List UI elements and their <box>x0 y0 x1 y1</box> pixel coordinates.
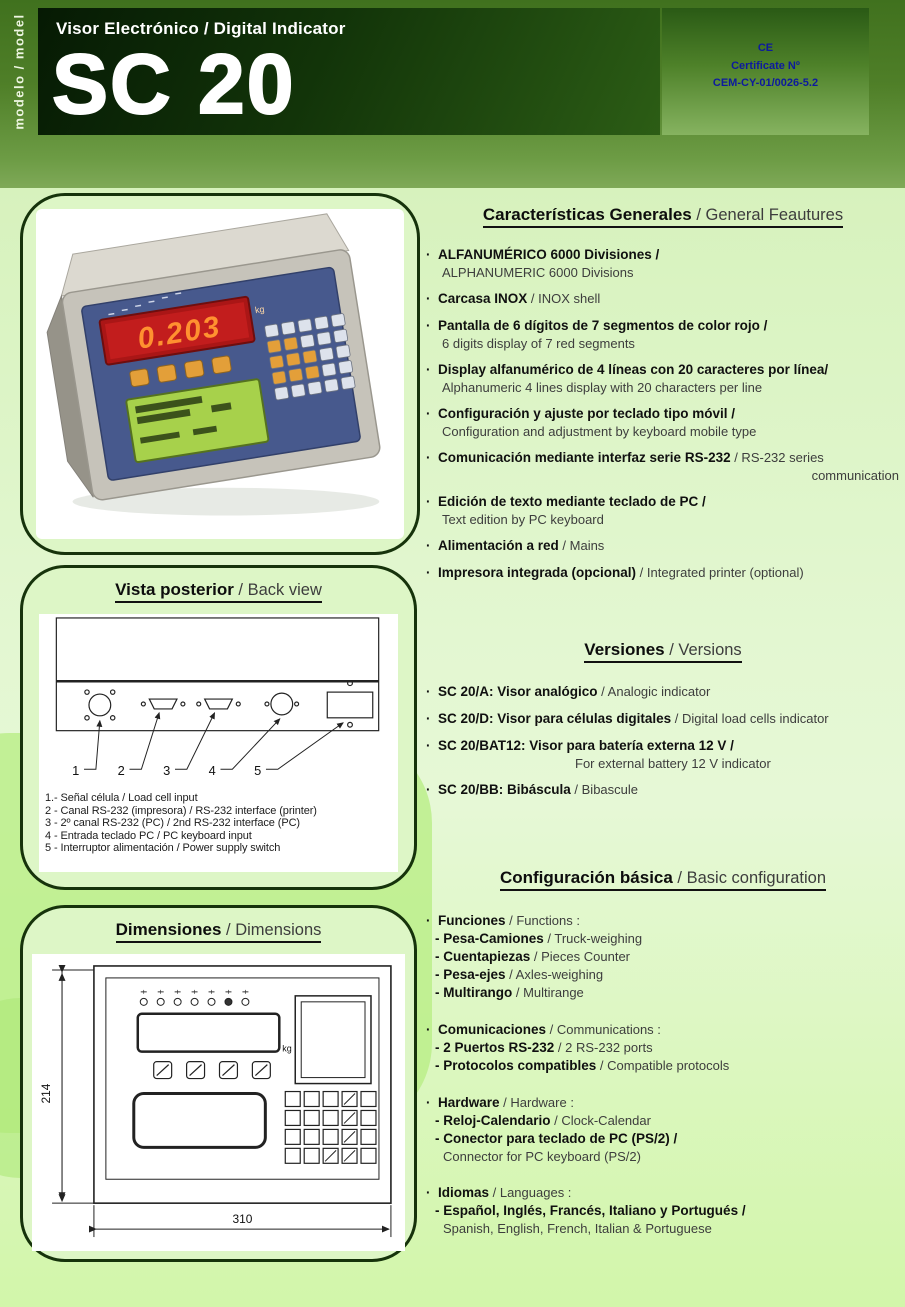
config-item: - Cuentapiezas / Pieces Counter <box>435 949 630 964</box>
legend-line: 4 - Entrada teclado PC / PC keyboard input <box>45 829 252 842</box>
page-title: Visor Electrónico / Digital Indicator <box>56 19 346 38</box>
version-item: · SC 20/D: Visor para células digitales / Digital load cells indicator <box>426 711 829 726</box>
bullet: · <box>426 247 431 262</box>
config-item: - Español, Inglés, Francés, Italiano y Portugués / <box>435 1203 746 1218</box>
certificate-box <box>662 8 869 135</box>
weight-readout: 0.203 <box>135 309 224 356</box>
legend-line: 2 - Canal RS-232 (impresora) / RS-232 interface (printer) <box>45 804 317 817</box>
feature-item: · ALFANUMÉRICO 6000 Divisiones / ALPHANUMERIC 6000 Divisions <box>426 247 660 280</box>
bullet: · <box>426 291 431 306</box>
feature-item: · Edición de texto mediante teclado de PC / Text edition by PC keyboard <box>426 494 706 527</box>
product-photo-panel <box>20 193 420 555</box>
bullet: · <box>426 565 431 580</box>
config-item: - 2 Puertos RS-232 / 2 RS-232 ports <box>435 1040 653 1055</box>
feature-item: · Comunicación mediante interfaz serie RS-232 / RS-232 series communication <box>426 450 899 483</box>
model-side-label-text: modelo / model <box>11 13 27 130</box>
callout-number: 4 <box>208 763 216 779</box>
section-basic-config <box>425 868 901 1256</box>
feature-item: · Pantalla de 6 dígitos de 7 segmentos de color rojo / 6 digits display of 7 red segments <box>426 318 768 351</box>
feature-item: · Alimentación a red / Mains <box>426 538 605 553</box>
legend-line: 5 - Interruptor alimentación / Power supply switch <box>45 842 281 855</box>
callout-number: 2 <box>117 763 125 779</box>
keypad-grid <box>285 1092 376 1164</box>
dimensions-drawing <box>32 954 405 1251</box>
section-title-back-view: Vista posterior / Back view <box>23 580 414 603</box>
section-title-basic-config: Configuración básica / Basic configuration <box>425 868 901 891</box>
callout-number: 1 <box>72 763 80 779</box>
config-group: · Hardware / Hardware : - Reloj-Calendario / Clock-Calendar - Conector para teclado de PC (PS/2) / Connector for PC keyboard (PS/2) <box>425 1094 901 1165</box>
feature-item: · Display alfanumérico de 4 líneas con 20 caracteres por línea/ Alphanumeric 4 lines display with 20 characters per line <box>426 362 829 395</box>
bullet: · <box>426 1185 431 1200</box>
config-item: - Protocolos compatibles / Compatible protocols <box>435 1058 730 1073</box>
model-name: SC 20 <box>52 37 296 131</box>
lcd-outline <box>295 996 371 1084</box>
section-versions <box>425 640 901 808</box>
bullet: · <box>426 494 431 509</box>
config-item: - Pesa-ejes / Axles-weighing <box>435 967 604 982</box>
basic-config-list <box>425 912 901 1237</box>
width-dimension-label: 310 <box>232 1212 253 1227</box>
version-item: · SC 20/BAT12: Visor para batería externa 12 V / For external battery 12 V indicator <box>426 738 771 771</box>
bullet: · <box>426 450 431 465</box>
bullet: · <box>426 538 431 553</box>
bullet: · <box>426 1095 431 1110</box>
display-outline <box>138 1014 280 1052</box>
section-title-versions: Versiones / Versions <box>425 640 901 663</box>
bullet: · <box>426 362 431 377</box>
version-item: · SC 20/BB: Bibáscula / Bibascule <box>426 782 638 797</box>
config-group: · Idiomas / Languages : - Español, Inglés, Francés, Italiano y Portugués / Spanish, English, French, Italian & Portuguese <box>425 1184 901 1237</box>
bullet: · <box>426 684 431 699</box>
config-item: - Multirango / Multirange <box>435 985 584 1000</box>
bullet: · <box>426 406 431 421</box>
bullet: · <box>426 738 431 753</box>
callout-number: 5 <box>254 763 262 779</box>
function-key-row <box>154 1062 271 1079</box>
config-item: - Conector para teclado de PC (PS/2) / <box>435 1131 678 1146</box>
legend-line: 3 - 2º canal RS-232 (PC) / 2nd RS-232 interface (PC) <box>45 817 300 830</box>
back-view-legend <box>39 790 398 855</box>
back-view-panel <box>20 565 417 890</box>
bullet: · <box>426 711 431 726</box>
back-view-drawing <box>39 614 398 790</box>
bullet: · <box>426 782 431 797</box>
bullet: · <box>426 1022 431 1037</box>
config-item-translation: Spanish, English, French, Italian & Portuguese <box>443 1221 712 1236</box>
config-item-translation: Connector for PC keyboard (PS/2) <box>443 1149 641 1164</box>
height-dimension-label: 214 <box>39 1083 54 1104</box>
versions-list <box>425 683 901 799</box>
right-column <box>425 0 903 1307</box>
certificate-number: CEM-CY-01/0026-5.2 <box>712 77 819 90</box>
version-item: · SC 20/A: Visor analógico / Analogic indicator <box>426 684 711 699</box>
feature-item: · Carcasa INOX / INOX shell <box>426 291 601 306</box>
legend-line: 1.- Señal célula / Load cell input <box>45 792 198 804</box>
general-features-list <box>425 246 901 582</box>
section-general-features <box>425 205 901 591</box>
weight-unit: kg <box>254 303 266 316</box>
led-indicator-row <box>140 990 249 1005</box>
back-view-drawing-area <box>39 614 398 872</box>
device-illustration <box>36 208 404 540</box>
config-item: - Pesa-Camiones / Truck-weighing <box>435 931 643 946</box>
config-group: · Comunicaciones / Communications : - 2 Puertos RS-232 / 2 RS-232 ports - Protocolos compatibles / Compatible protocols <box>425 1021 901 1075</box>
section-title-dimensions: Dimensiones / Dimensions <box>23 920 414 943</box>
dimensions-drawing-area <box>32 954 405 1251</box>
section-title-general: Características Generales / General Feautures <box>425 205 901 228</box>
config-group: · Funciones / Functions : - Pesa-Camiones / Truck-weighing - Cuentapiezas / Pieces Counter - Pesa-ejes / Axles-weighing - Multirango / Multirange <box>425 912 901 1002</box>
product-photo <box>36 209 404 539</box>
dimensions-panel <box>20 905 417 1262</box>
config-item: - Reloj-Calendario / Clock-Calendar <box>435 1113 651 1128</box>
feature-item: · Configuración y ajuste por teclado tipo móvil / Configuration and adjustment by keyboard mobile type <box>426 406 757 439</box>
printer-cover-outline <box>134 1094 266 1148</box>
bullet: · <box>426 318 431 333</box>
model-side-label <box>0 8 38 135</box>
ce-mark: CE <box>757 42 774 54</box>
unit-label: kg <box>282 1043 292 1054</box>
callout-number: 3 <box>163 763 171 779</box>
bullet: · <box>426 913 431 928</box>
header-banner <box>38 8 660 135</box>
certificate-label: Certificate Nº <box>731 59 800 72</box>
feature-item: · Impresora integrada (opcional) / Integrated printer (optional) <box>426 565 804 580</box>
